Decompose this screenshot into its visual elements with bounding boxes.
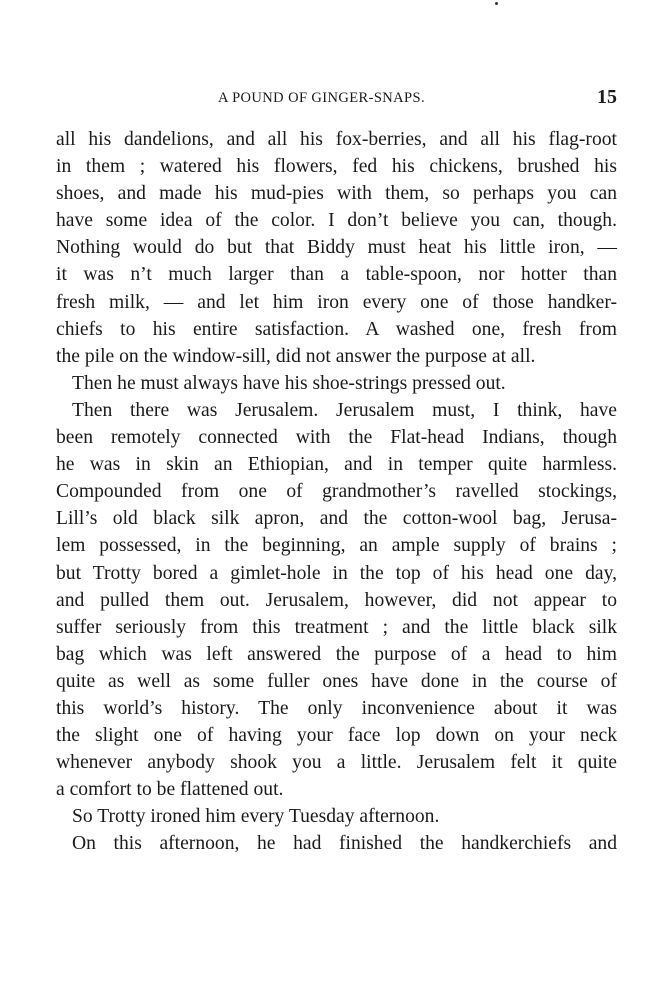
text-line: lem possessed, in the beginning, an ample supply of brains ;	[56, 535, 617, 557]
text-line: the pile on the window-sill, did not answer the purpose at all.	[56, 345, 536, 367]
text-line: it was n’t much larger than a table-spoon, nor hotter than	[56, 264, 617, 286]
text-line: been remotely connected with the Flat-head Indians, though	[56, 427, 617, 449]
text-line: quite as well as some fuller ones have done in the course of	[56, 670, 617, 692]
text-line: a comfort to be flattened out.	[56, 779, 284, 801]
text-line: bag which was left answered the purpose of a head to him	[56, 643, 617, 665]
ink-speck	[495, 2, 498, 5]
text-line: the slight one of having your face lop down on your neck	[56, 725, 617, 747]
running-title: A POUND OF GINGER-SNAPS.	[218, 90, 425, 106]
text-line: and pulled them out. Jerusalem, however, did not appear to	[56, 589, 617, 611]
page-number: 15	[597, 86, 617, 108]
running-head	[0, 86, 661, 110]
text-line: he was in skin an Ethiopian, and in temper quite harmless.	[56, 454, 617, 476]
text-line: in them ; watered his flowers, fed his chickens, brushed his	[56, 156, 617, 178]
body-text	[56, 126, 617, 858]
text-line: but Trotty bored a gimlet-hole in the top of his head one day,	[56, 562, 617, 584]
text-line: whenever anybody shook you a little. Jerusalem felt it quite	[56, 752, 617, 774]
text-line: suffer seriously from this treatment ; and the little black silk	[56, 616, 617, 638]
text-line: fresh milk, — and let him iron every one of those handker-	[56, 291, 617, 313]
text-line: Then there was Jerusalem. Jerusalem must, I think, have	[72, 399, 617, 421]
text-line: On this afternoon, he had finished the handkerchiefs and	[72, 833, 617, 855]
text-line: Lill’s old black silk apron, and the cotton-wool bag, Jerusa-	[56, 508, 617, 530]
text-line: this world’s history. The only inconvenience about it was	[56, 697, 617, 719]
text-line: shoes, and made his mud-pies with them, so perhaps you can	[56, 183, 617, 205]
text-line: all his dandelions, and all his fox-berries, and all his flag-root	[56, 129, 617, 150]
text-line: have some idea of the color. I don’t believe you can, though.	[56, 210, 617, 232]
text-line: Nothing would do but that Biddy must heat his little iron, —	[56, 237, 617, 259]
text-line: Then he must always have his shoe-strings pressed out.	[72, 372, 506, 394]
text-line: So Trotty ironed him every Tuesday afternoon.	[72, 806, 440, 828]
text-line: Compounded from one of grandmother’s ravelled stockings,	[56, 481, 617, 503]
text-line: chiefs to his entire satisfaction. A washed one, fresh from	[56, 318, 617, 340]
